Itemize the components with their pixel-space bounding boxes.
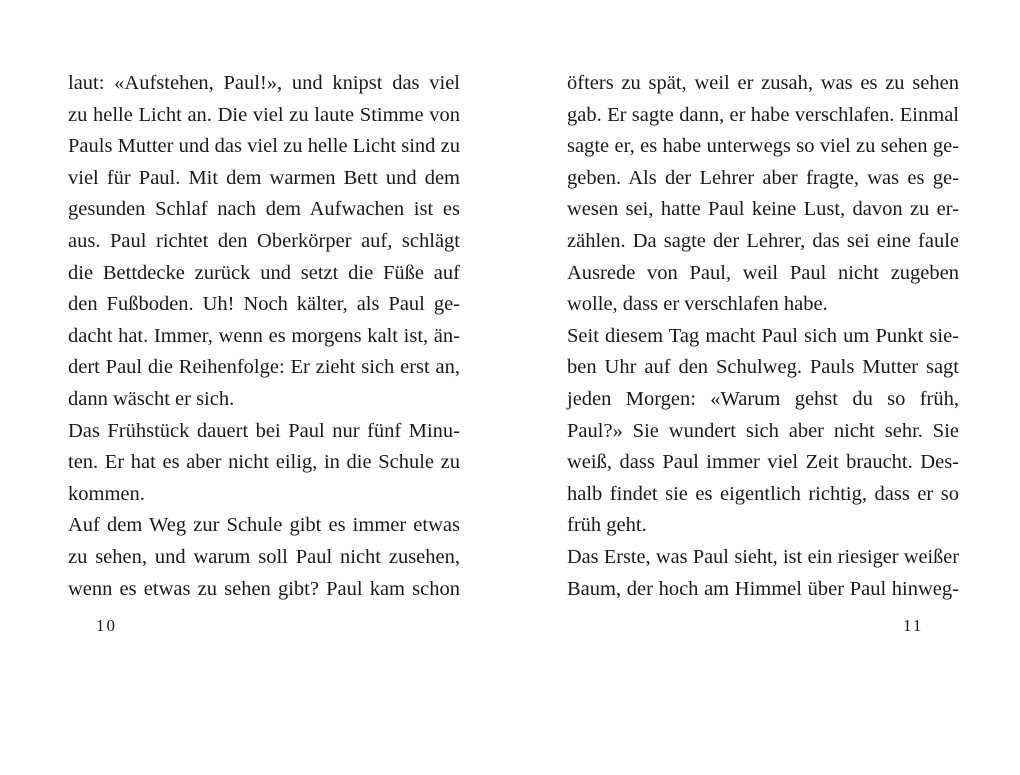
text-line: Pauls Mutter und das viel zu helle Licht sind zu (68, 135, 460, 158)
text-line: Auf dem Weg zur Schule gibt es immer etwas (68, 514, 460, 537)
text-line: den Fußboden. Uh! Noch kälter, als Paul ge- (68, 293, 460, 316)
text-line: ben Uhr auf den Schulweg. Pauls Mutter sagt (567, 356, 959, 379)
text-line: Paul?» Sie wundert sich aber nicht sehr. Sie (567, 419, 959, 442)
text-line: Seit diesem Tag macht Paul sich um Punkt sie- (567, 324, 959, 347)
text-line: aus. Paul richtet den Oberkörper auf, schlägt (68, 229, 460, 252)
text-line: früh geht. (567, 514, 647, 537)
text-line: öfters zu spät, weil er zusah, was es zu sehen (567, 72, 959, 94)
text-line: geben. Als der Lehrer aber fragte, was es ge- (567, 166, 959, 189)
text-line: zu helle Licht an. Die viel zu laute Stimme von (68, 103, 460, 126)
text-line: Das Erste, was Paul sieht, ist ein riesiger weißer (567, 545, 959, 568)
text-line: gab. Er sagte dann, er habe verschlafen. Einmal (567, 103, 959, 126)
text-line: Baum, der hoch am Himmel über Paul hinweg- (567, 577, 959, 600)
text-line: zu sehen, und warum soll Paul nicht zusehen, (68, 545, 460, 568)
text-line: dacht hat. Immer, wenn es morgens kalt ist, än- (68, 324, 460, 347)
text-line: ten. Er hat es aber nicht eilig, in die Schule zu (68, 451, 460, 474)
text-line: viel für Paul. Mit dem warmen Bett und dem (68, 166, 460, 189)
text-line: wesen sei, hatte Paul keine Lust, davon zu er- (567, 198, 959, 221)
right-page-text (567, 68, 959, 605)
page-number-left: 10 (96, 616, 117, 635)
text-line: die Bettdecke zurück und setzt die Füße auf (68, 261, 460, 284)
text-line: wolle, dass er verschlafen habe. (567, 293, 828, 316)
text-line: halb findet sie es eigentlich richtig, dass er so (567, 482, 959, 505)
text-line: kommen. (68, 482, 145, 505)
text-line: wenn es etwas zu sehen gibt? Paul kam schon (68, 577, 460, 600)
text-line: sagte er, es habe unterwegs so viel zu sehen ge- (567, 135, 959, 158)
text-line: zählen. Da sagte der Lehrer, das sei eine faule (567, 229, 959, 252)
text-line: dann wäscht er sich. (68, 387, 235, 410)
text-line: Ausrede von Paul, weil Paul nicht zugeben (567, 261, 959, 284)
text-line: Das Frühstück dauert bei Paul nur fünf Minu- (68, 419, 460, 442)
left-page-text (68, 68, 460, 605)
text-line: jeden Morgen: «Warum gehst du so früh, (567, 387, 959, 410)
text-line: laut: «Aufstehen, Paul!», und knipst das viel (68, 72, 460, 94)
text-line: weiß, dass Paul immer viel Zeit braucht. Des- (567, 451, 959, 474)
text-line: gesunden Schlaf nach dem Aufwachen ist es (68, 198, 460, 221)
page-number-right: 11 (903, 616, 924, 635)
text-line: dert Paul die Reihenfolge: Er zieht sich erst an, (68, 356, 460, 379)
